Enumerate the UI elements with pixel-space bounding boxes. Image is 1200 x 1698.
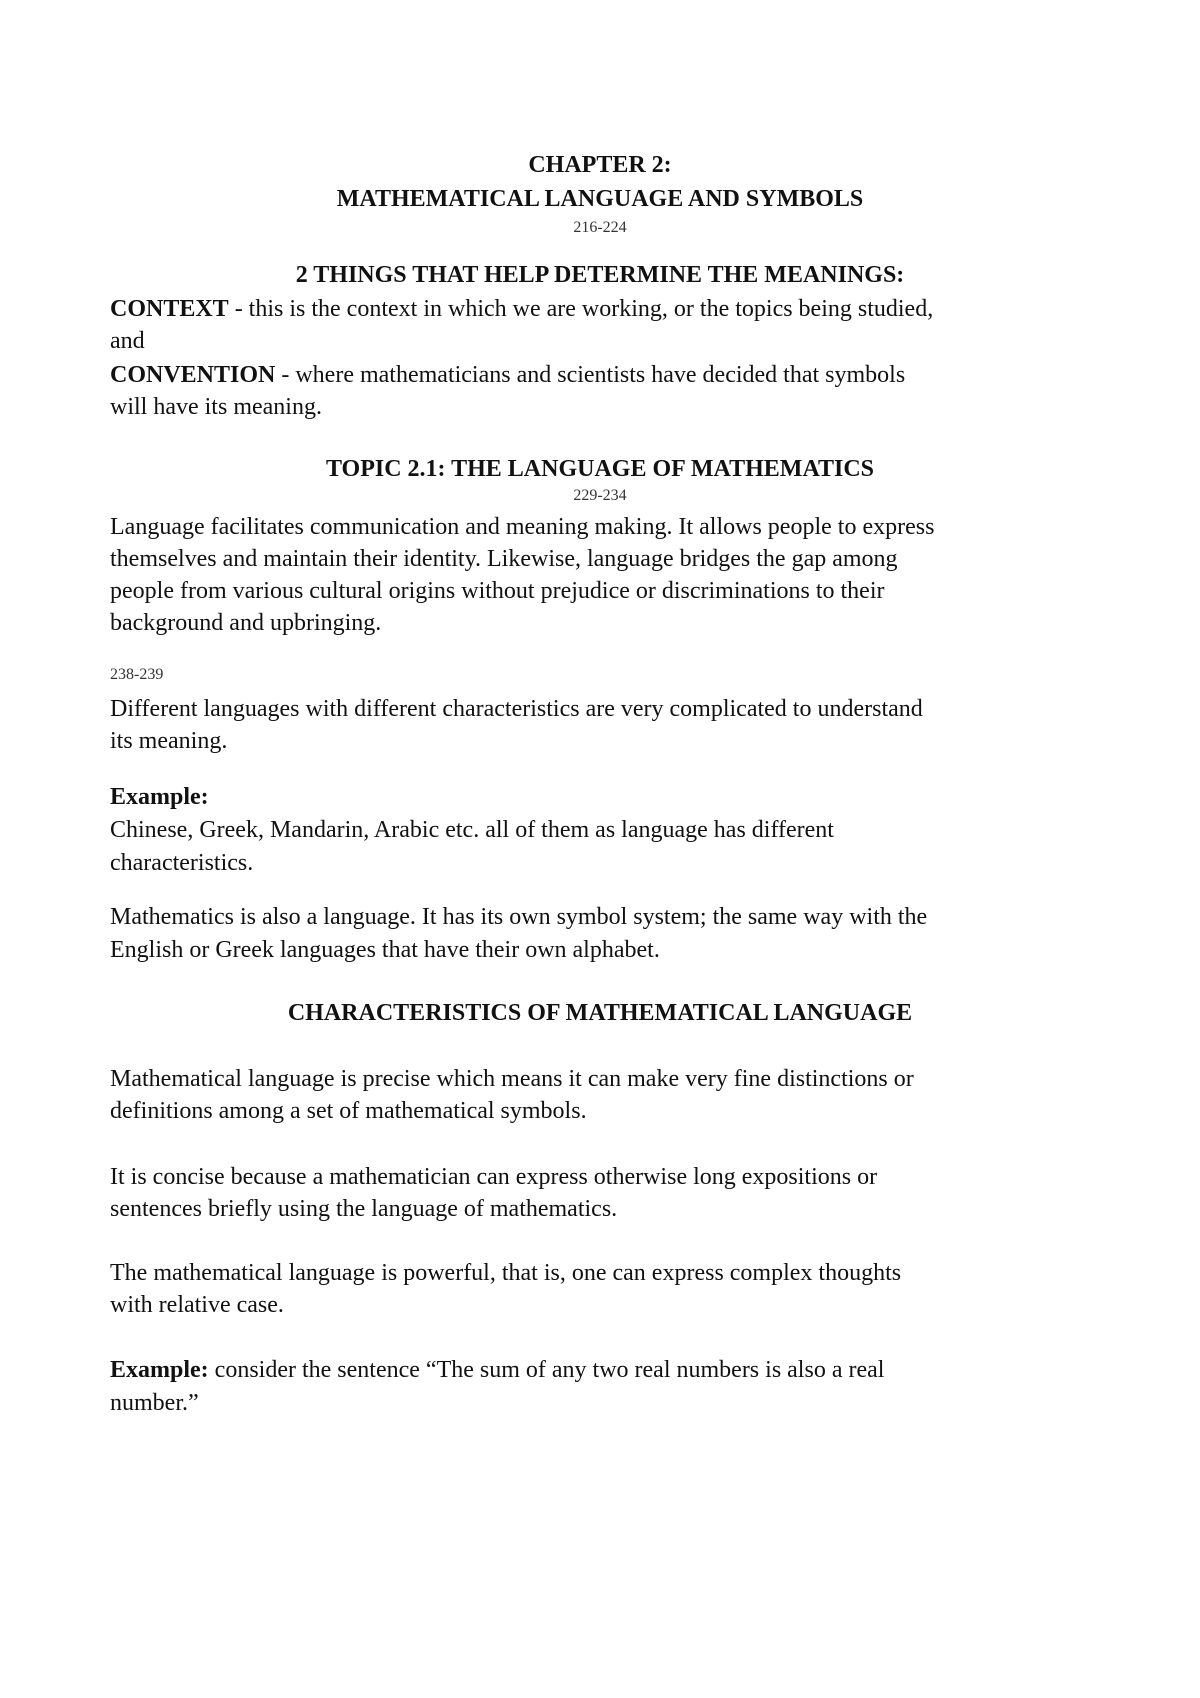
chapter-label: CHAPTER 2: (528, 152, 672, 178)
example-line: characteristics. (110, 850, 254, 876)
convention-definition: - where mathematicians and scientists have decided that symbols (275, 362, 906, 388)
convention-continuation: will have its meaning. (110, 394, 322, 420)
paragraph-line: Different languages with different characteristics are very complicated to understand (110, 696, 923, 722)
paragraph-line: English or Greek languages that have their own alphabet. (110, 937, 660, 963)
example-sentence: consider the sentence “The sum of any two real numbers is also a real (208, 1357, 885, 1383)
paragraph-line: Language facilitates communication and meaning making. It allows people to express (110, 514, 935, 540)
context-continuation: and (110, 328, 145, 354)
characteristics-heading: CHARACTERISTICS OF MATHEMATICAL LANGUAGE (287, 1000, 913, 1026)
topic-page-range: 229-234 (573, 487, 627, 504)
example-sentence-line (110, 1353, 1110, 1387)
chapter-page-range: 216-224 (573, 219, 627, 236)
context-line (110, 292, 1110, 326)
example-sentence-continuation: number.” (110, 1390, 199, 1416)
example-line: Chinese, Greek, Mandarin, Arabic etc. all of them as language has different (110, 817, 834, 843)
chapter-title: MATHEMATICAL LANGUAGE AND SYMBOLS (336, 186, 864, 212)
paragraph-line: its meaning. (110, 728, 228, 754)
precise-line: definitions among a set of mathematical symbols. (110, 1098, 587, 1124)
concise-line: sentences briefly using the language of mathematics. (110, 1196, 618, 1222)
powerful-line: with relative case. (110, 1292, 284, 1318)
precise-line: Mathematical language is precise which means it can make very fine distinctions or (110, 1066, 914, 1092)
paragraph-line: people from various cultural origins without prejudice or discriminations to their (110, 578, 885, 604)
page-range-note: 238-239 (110, 666, 164, 683)
paragraph-line: background and upbringing. (110, 610, 382, 636)
context-definition: - this is the context in which we are working, or the topics being studied, (228, 296, 934, 322)
paragraph-line: Mathematics is also a language. It has its own symbol system; the same way with the (110, 904, 928, 930)
context-term: CONTEXT (110, 296, 229, 322)
powerful-line: The mathematical language is powerful, that is, one can express complex thoughts (110, 1260, 902, 1286)
meanings-heading: 2 THINGS THAT HELP DETERMINE THE MEANINGS: (295, 262, 905, 288)
example-label: Example: (110, 1357, 209, 1383)
topic-heading: TOPIC 2.1: THE LANGUAGE OF MATHEMATICS (325, 456, 875, 482)
convention-term: CONVENTION (110, 362, 276, 388)
paragraph-line: themselves and maintain their identity. Likewise, language bridges the gap among (110, 546, 898, 572)
concise-line: It is concise because a mathematician can express otherwise long expositions or (110, 1164, 878, 1190)
convention-line (110, 358, 1110, 392)
example-label: Example: (110, 784, 209, 810)
